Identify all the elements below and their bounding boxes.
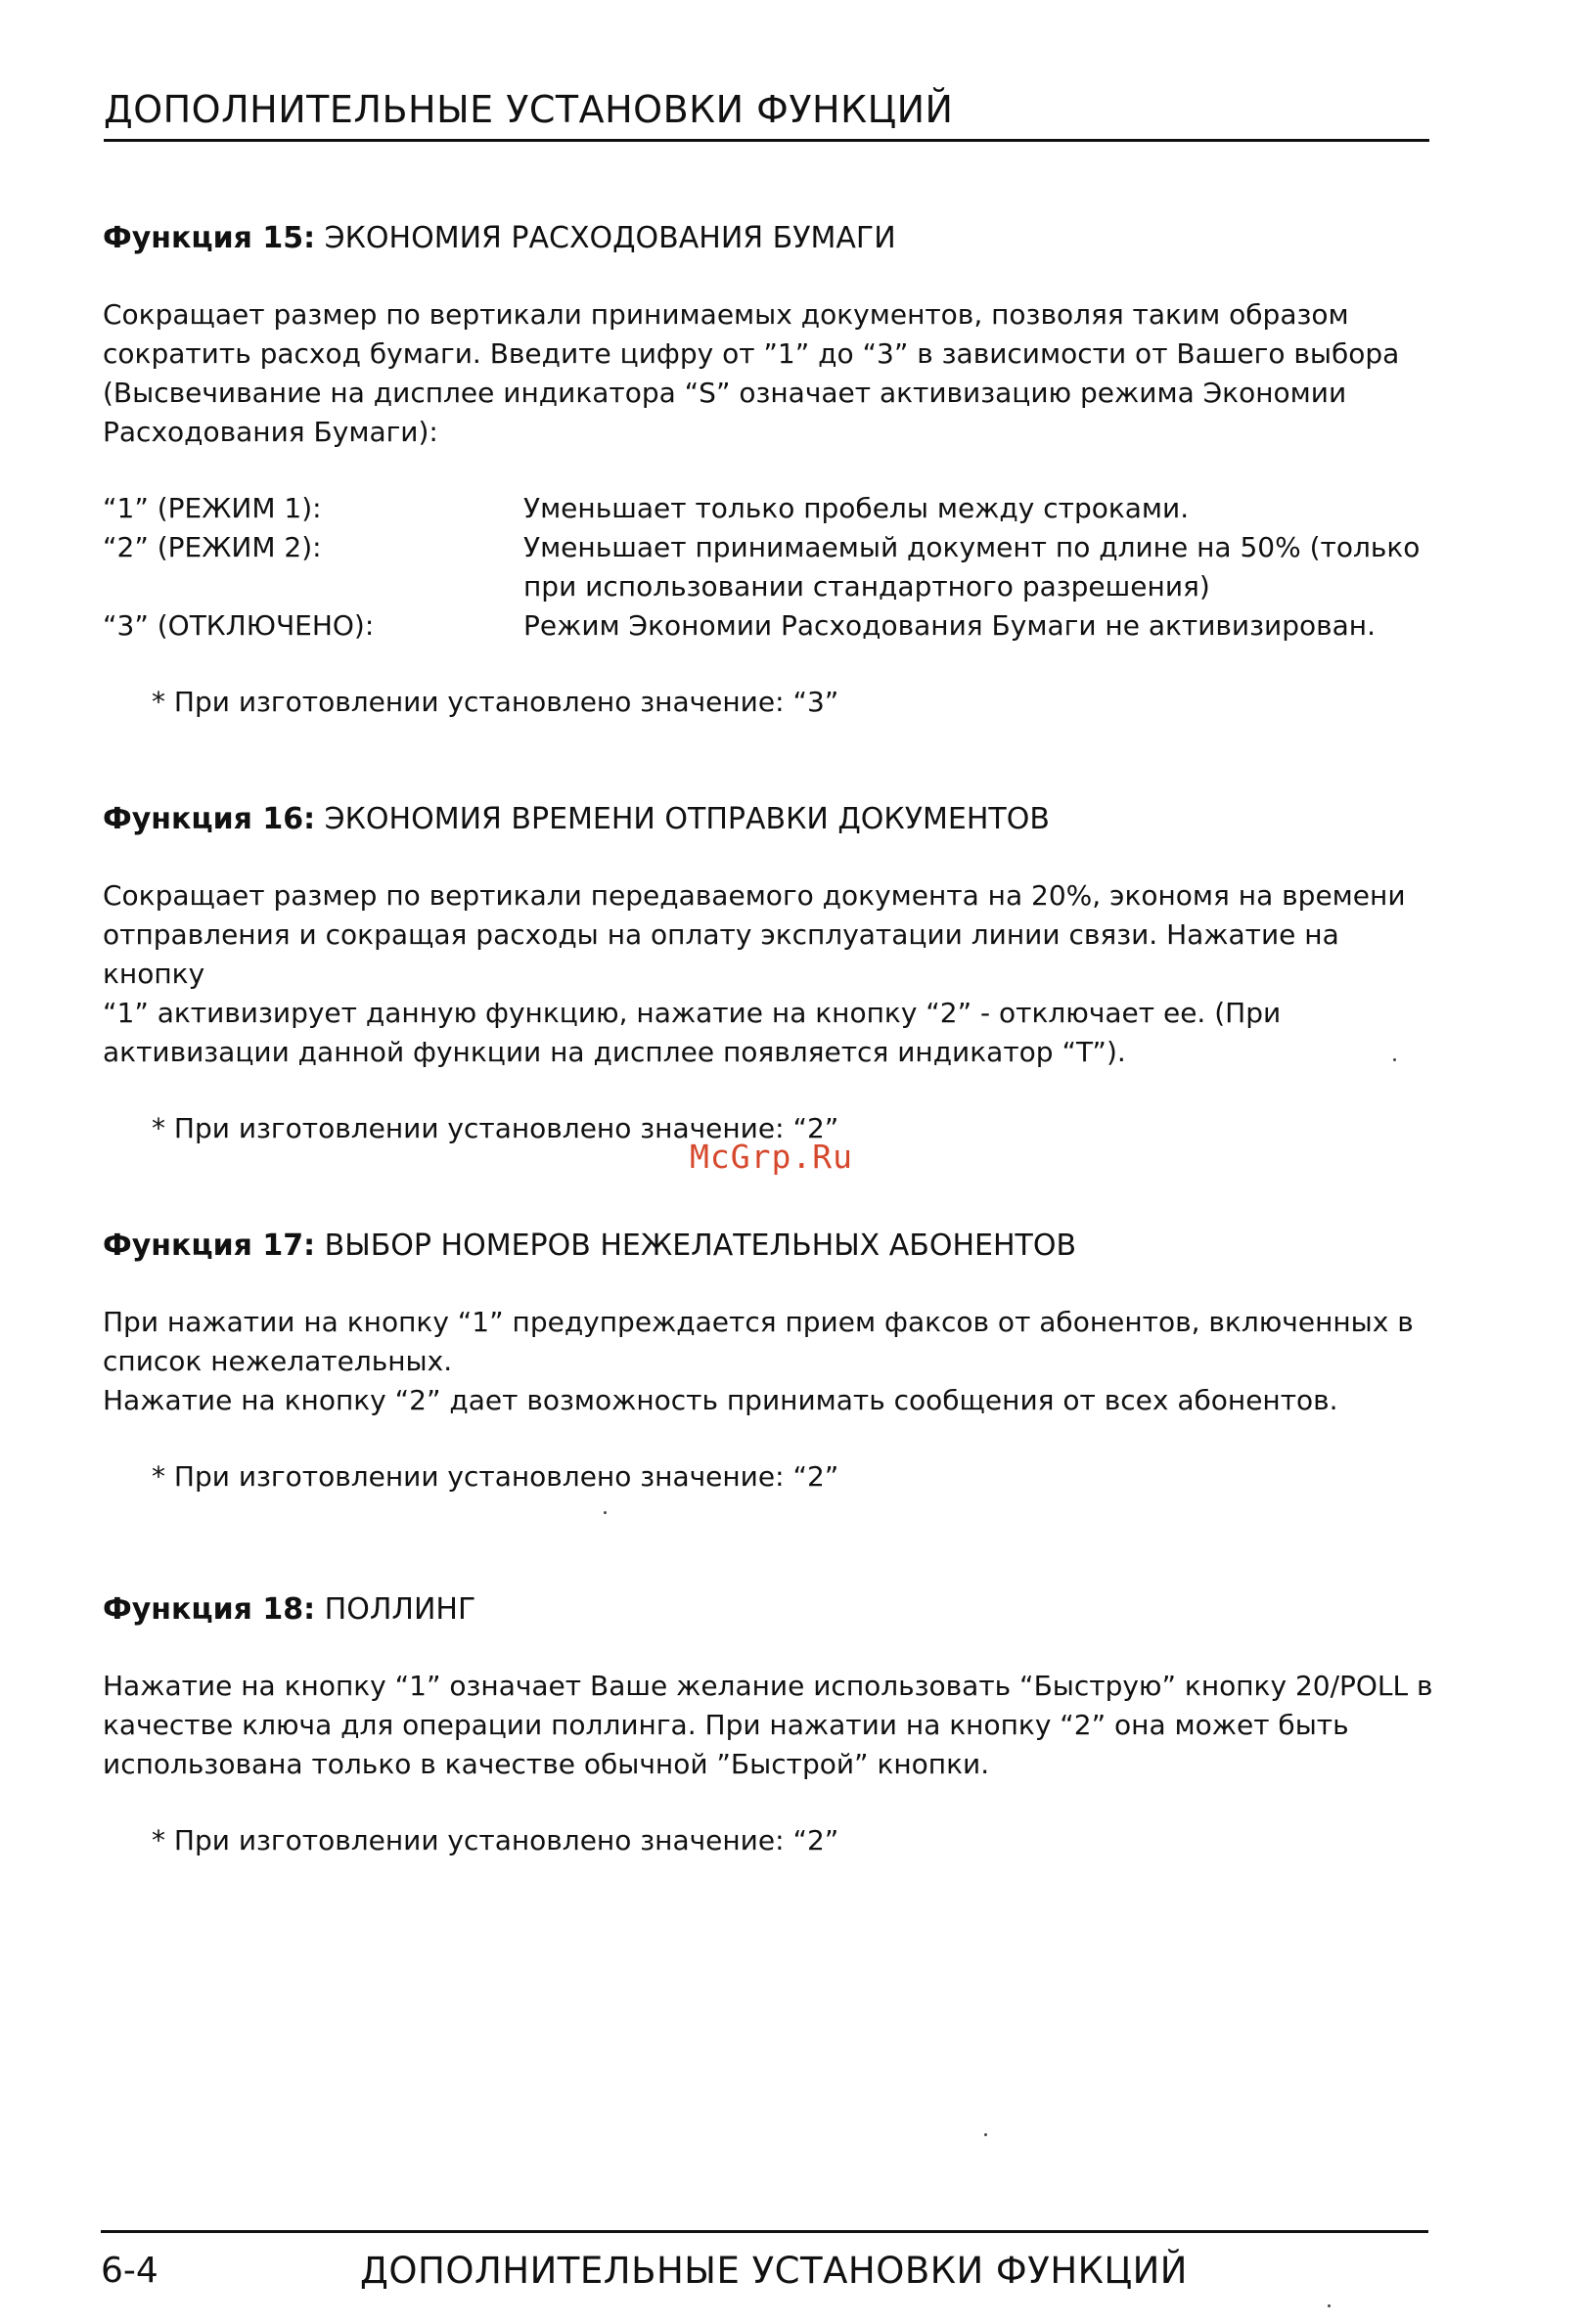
factory-default-note: * При изготовлении установлено значение: “2” — [152, 1112, 839, 1144]
text-line: активизации данной функции на дисплее появляется индикатор “T”). — [103, 1036, 1126, 1068]
document-body — [103, 219, 1443, 1860]
scan-speck — [604, 1511, 607, 1514]
function-16-description — [103, 876, 1443, 1072]
mode-key: “2” (РЕЖИМ 2): — [103, 531, 322, 563]
function-name: ЭКОНОМИЯ ВРЕМЕНИ ОТПРАВКИ ДОКУМЕНТОВ — [324, 802, 1050, 836]
text-line: Сокращает размер по вертикали принимаемых документов, позволяя таким образом — [103, 298, 1349, 331]
mode-row-1 — [103, 489, 1443, 528]
text-line: использована только в качестве обычной ”Быстрой” кнопки. — [103, 1748, 990, 1780]
scan-speck — [1393, 1058, 1396, 1061]
scan-speck — [984, 2133, 987, 2136]
function-number: Функция 18: — [103, 1592, 316, 1627]
text-line: качестве ключа для операции поллинга. При нажатии на кнопку “2” она может быть — [103, 1709, 1349, 1741]
page-header — [104, 86, 1429, 133]
function-number: Функция 16: — [103, 802, 316, 836]
scan-speck — [1328, 2304, 1331, 2307]
mode-description — [523, 489, 1443, 528]
text-line: отправления и сокращая расходы на оплату эксплуатации линии связи. Нажатие на кнопку — [103, 918, 1339, 990]
mode-key: “3” (ОТКЛЮЧЕНО): — [103, 609, 375, 642]
text-line: Сокращает размер по вертикали передаваемого документа на 20%, экономя на времени — [103, 879, 1406, 912]
watermark: McGrp.Ru — [690, 1138, 853, 1176]
text-line: “1” активизирует данную функцию, нажатие на кнопку “2” - отключает ее. (При — [103, 997, 1282, 1029]
text-line: Нажатие на кнопку “1” означает Ваше желание использовать “Быструю” кнопку 20/POLL в — [103, 1670, 1433, 1702]
function-name: ЭКОНОМИЯ РАСХОДОВАНИЯ БУМАГИ — [324, 221, 896, 255]
function-17-section — [103, 1227, 1443, 1497]
page-number: 6-4 — [101, 2251, 158, 2291]
text-line: Режим Экономии Расходования Бумаги не активизирован. — [523, 609, 1376, 642]
text-line: сократить расход бумаги. Введите цифру от ”1” до “3” в зависимости от Вашего выбора — [103, 337, 1400, 370]
factory-default-note: * При изготовлении установлено значение: “2” — [152, 1824, 839, 1856]
mode-list — [103, 489, 1443, 646]
mode-row-3 — [103, 606, 1443, 646]
function-15-section — [103, 219, 1443, 722]
function-15-title — [103, 219, 1443, 258]
mode-description — [523, 606, 1443, 646]
function-16-title — [103, 800, 1443, 839]
text-line: список нежелательных. — [103, 1345, 453, 1377]
function-name: ПОЛЛИНГ — [324, 1592, 476, 1627]
function-18-description — [103, 1667, 1443, 1784]
function-17-title — [103, 1227, 1443, 1266]
text-line: (Высвечивание на дисплее индикатора “S” означает активизацию режима Экономии — [103, 377, 1347, 409]
page-title: ДОПОЛНИТЕЛЬНЫЕ УСТАНОВКИ ФУНКЦИЙ — [104, 88, 954, 131]
function-18-title — [103, 1590, 1443, 1630]
function-number: Функция 15: — [103, 221, 316, 255]
factory-default-note: * При изготовлении установлено значение: “2” — [152, 1460, 839, 1493]
text-line: Уменьшает принимаемый документ по длине на 50% (только — [523, 531, 1421, 563]
function-17-description — [103, 1303, 1443, 1420]
text-line: Расходования Бумаги): — [103, 416, 438, 448]
text-line: Нажатие на кнопку “2” дает возможность принимать сообщения от всех абонентов. — [103, 1384, 1338, 1416]
text-line: При нажатии на кнопку “1” предупреждается прием факсов от абонентов, включенных в — [103, 1306, 1414, 1338]
function-16-section — [103, 800, 1443, 1148]
function-name: ВЫБОР НОМЕРОВ НЕЖЕЛАТЕЛЬНЫХ АБОНЕНТОВ — [324, 1229, 1077, 1263]
function-number: Функция 17: — [103, 1229, 316, 1263]
function-15-description — [103, 295, 1443, 452]
text-line: при использовании стандартного разрешения) — [523, 570, 1210, 603]
footer-title: ДОПОЛНИТЕЛЬНЫЕ УСТАНОВКИ ФУНКЦИЙ — [360, 2250, 1188, 2292]
factory-default-note: * При изготовлении установлено значение: “3” — [152, 686, 839, 718]
function-18-section — [103, 1590, 1443, 1860]
mode-key: “1” (РЕЖИМ 1): — [103, 492, 322, 524]
header-divider — [104, 139, 1429, 142]
text-line: Уменьшает только пробелы между строками. — [523, 492, 1190, 524]
mode-description — [523, 528, 1443, 606]
footer-divider — [101, 2230, 1428, 2233]
page-footer — [101, 2250, 1431, 2293]
mode-row-2 — [103, 528, 1443, 606]
